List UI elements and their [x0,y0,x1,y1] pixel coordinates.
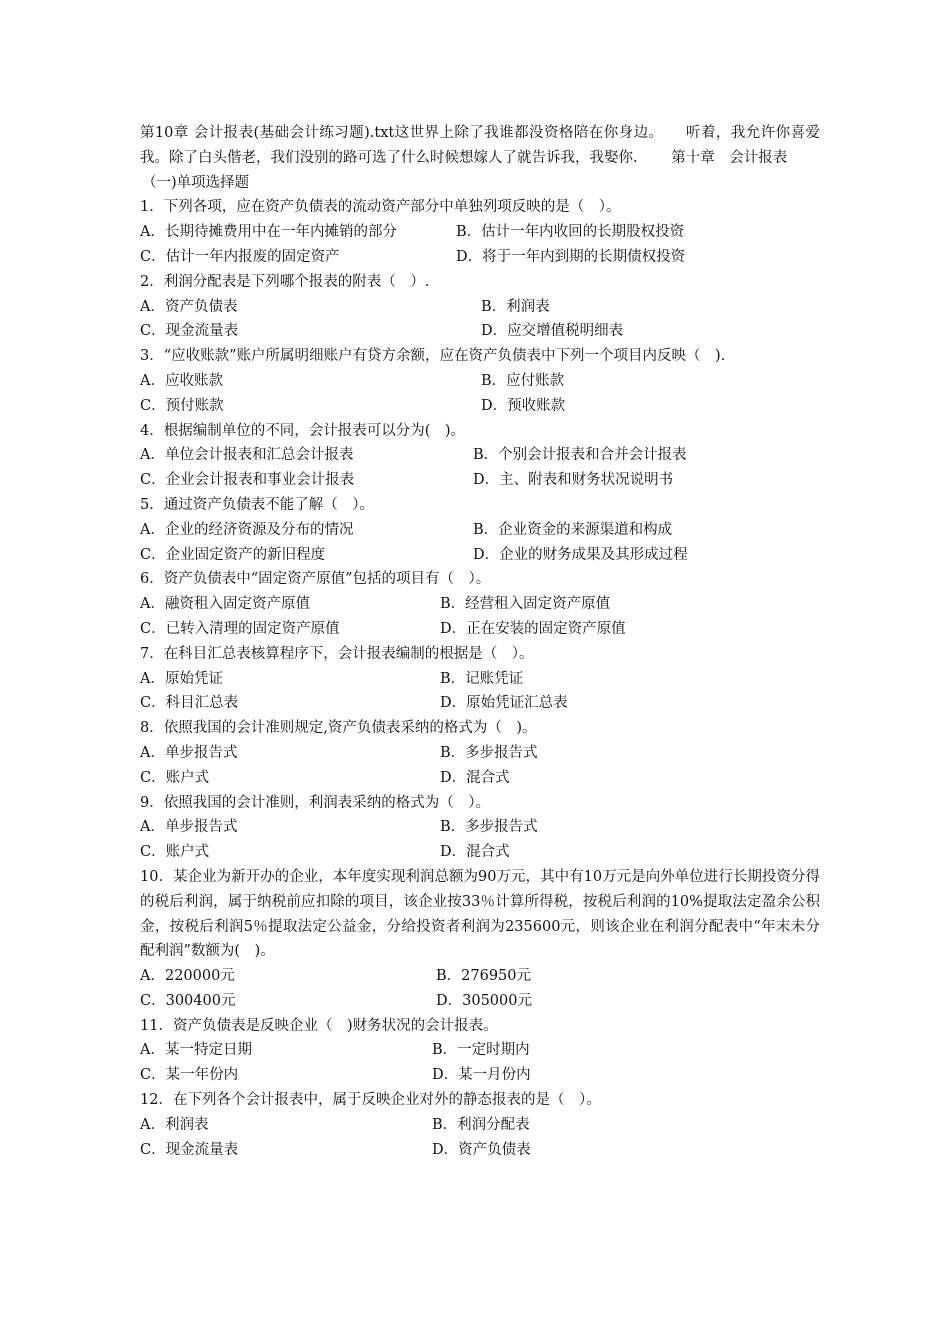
option-d: D．资产负债表 [432,1141,531,1158]
option-d: D．将于一年内到期的长期债权投资 [456,248,686,265]
section-title: （一)单项选择题 [142,174,250,191]
option-d: D．混合式 [440,844,510,861]
intro-paragraph: 第10章 会计报表(基础会计练习题).txt这世界上除了我谁都没资格陪在你身边。 听着，我允许你喜爱我。除了白头偕老，我们没别的路可选了什么时候想嫁人了就告诉我，我娶你. 第十章 会计报表 [140,125,820,166]
question-stem: 4．根据编制单位的不同，会计报表可以分为( )。 [140,422,466,439]
option-c: C．估计一年内报废的固定资产 [140,248,340,265]
option-row [140,766,820,791]
option-b: B．多步报告式 [440,744,538,761]
option-row [140,1038,820,1063]
option-row [140,468,820,493]
option-b: B．多步报告式 [440,819,538,836]
option-d: D．企业的财务成果及其形成过程 [473,546,688,563]
option-row [140,964,820,989]
option-a: A．融资租入固定资产原值 [140,596,310,613]
option-row [140,295,820,320]
option-d: D．原始凭证汇总表 [440,695,568,712]
option-row [140,1113,820,1138]
option-row [140,394,820,419]
option-a: A．企业的经济资源及分布的情况 [140,521,354,538]
option-b: B．记账凭证 [440,670,524,687]
option-row [140,245,820,270]
option-c: C．现金流量表 [140,323,239,340]
option-d: D．主、附表和财务状况说明书 [473,472,674,489]
option-b: B．利润分配表 [432,1116,530,1133]
option-row [140,840,820,865]
option-a: A．单步报告式 [140,819,238,836]
question-stem: 11．资产负债表是反映企业（ )财务状况的会计报表。 [140,1017,498,1034]
question-stem: 10．某企业为新开办的企业，本年度实现利润总额为90万元，其中有10万元是向外单位进行长期投资分得的税后利润，属于纳税前应扣除的项目，该企业按33％计算所得税，按税后利润的10%提取法定盈余公积金，按税后利润5％提取法定公益金，分给投资者利润为235600元，则该企业在利润分配表中“年末未分配利润”数额为( )。 [140,868,820,960]
option-row [140,691,820,716]
option-d: D．预收账款 [481,397,566,414]
option-a: A．资产负债表 [140,298,238,315]
question-stem: 12．在下列各个会计报表中，属于反映企业对外的静态报表的是（ ）。 [140,1092,601,1109]
option-c: C．企业固定资产的新旧程度 [140,546,326,563]
option-a: A．单步报告式 [140,744,238,761]
option-row [140,1063,820,1088]
option-row [140,667,820,692]
option-d: D．正在安装的固定资产原值 [440,620,626,637]
option-b: B．应付账款 [481,372,565,389]
option-a: A．原始凭证 [140,670,223,687]
option-d: D．305000元 [436,992,532,1009]
question-stem: 8．依照我国的会计准则规定,资产负债表采纳的格式为（ )。 [140,720,537,737]
option-c: C．账户式 [140,844,210,861]
option-b: B．利润表 [481,298,550,315]
option-b: B．企业资金的来源渠道和构成 [473,521,673,538]
option-row [140,1138,820,1163]
question-stem: 1．下列各项，应在资产负债表的流动资产部分中单独列项反映的是（ ）。 [140,199,621,216]
question-stem: 2．利润分配表是下列哪个报表的附表（ ）. [140,273,430,290]
document-page [140,121,820,1162]
option-a: A．某一特定日期 [140,1042,252,1059]
option-a: A．单位会计报表和汇总会计报表 [140,447,354,464]
option-row [140,815,820,840]
option-b: B．一定时期内 [432,1042,530,1059]
option-row [140,220,820,245]
option-b: B．276950元 [436,968,532,985]
option-c: C．企业会计报表和事业会计报表 [140,472,355,489]
option-a: A．220000元 [140,968,235,985]
option-a: A．应收账款 [140,372,223,389]
option-d: D．应交增值税明细表 [481,323,624,340]
option-c: C．科目汇总表 [140,695,239,712]
question-stem: 3．“应收账款”账户所属明细账户有贷方余额，应在资产负债表中下列一个项目内反映（ ). [140,348,726,365]
option-b: B．估计一年内收回的长期股权投资 [456,224,685,241]
option-d: D．混合式 [440,769,510,786]
question-stem: 5．通过资产负债表不能了解（ ）。 [140,496,374,513]
option-d: D．某一月份内 [432,1067,531,1084]
option-row [140,617,820,642]
question-stem: 6．资产负债表中“固定资产原值”包括的项目有（ ）。 [140,571,491,588]
question-stem: 9．依照我国的会计准则，利润表采纳的格式为（ ）。 [140,794,490,811]
option-row [140,319,820,344]
option-b: B．个别会计报表和合并会计报表 [473,447,687,464]
option-c: C．预付账款 [140,397,224,414]
option-row [140,518,820,543]
option-c: C．账户式 [140,769,210,786]
option-row [140,592,820,617]
option-row [140,741,820,766]
option-c: C．某一年份内 [140,1067,239,1084]
option-c: C．现金流量表 [140,1141,239,1158]
option-row [140,543,820,568]
question-stem: 7．在科目汇总表核算程序下，会计报表编制的根据是（ ）。 [140,645,534,662]
option-row [140,443,820,468]
option-b: B．经营租入固定资产原值 [440,596,611,613]
option-row [140,369,820,394]
option-row [140,989,820,1014]
option-a: A．利润表 [140,1116,209,1133]
option-c: C．300400元 [140,992,236,1009]
option-c: C．已转入清理的固定资产原值 [140,620,340,637]
option-a: A．长期待摊费用中在一年内摊销的部分 [140,224,397,241]
